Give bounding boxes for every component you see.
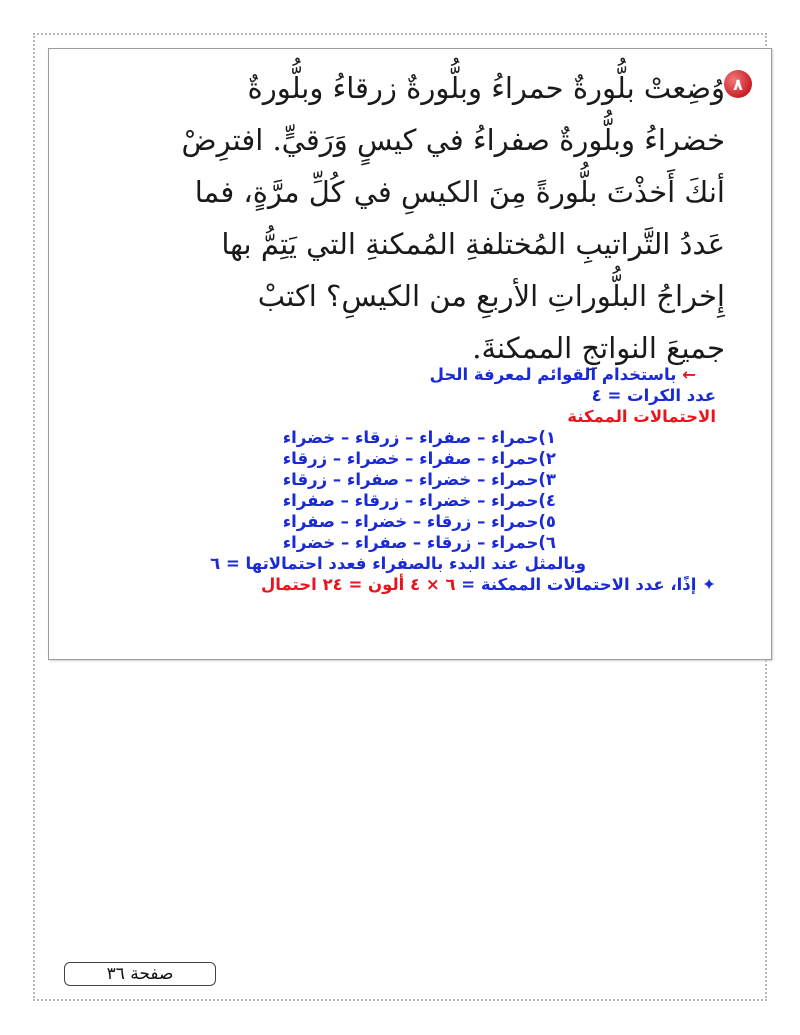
page-number-label: صفحة ٣٦ [106,964,174,984]
conclusion-line [76,574,716,595]
similarly-line: وبالمثل عند البدء بالصفراء فعدد احتمالاتها = ٦ [210,554,586,573]
question-line: خضراءُ وبلُّورةٌ صفراءُ في كيسٍ وَرَقيٍّ. افترِضْ [181,123,725,157]
star-icon: ✦ [702,575,716,594]
list-item: ٥)حمراء – زرقاء – خضراء – صفراء [282,512,556,531]
count-line: عدد الكرات = ٤ [591,386,716,405]
question-line: عَددُ التَّراتيبِ المُختلفةِ المُمكنةِ التي يَتِمُّ بها [221,227,725,261]
conclusion-suffix: ألون = ٢٤ احتمال [260,575,411,594]
conclusion-expression: ٦ × ٤ [410,575,456,594]
solution [76,364,716,595]
list-item: ١)حمراء – صفراء – زرقاء – خضراء [282,428,556,447]
question-line: أنكَ أَخذْتَ بلُّورةً مِنَ الكيسِ في كُلِّ مرَّةٍ، فما [194,175,725,209]
question-line: وُضِعتْ بلُّورةٌ حمراءُ وبلُّورةٌ زرقاءُ وبلُّورةٌ [247,71,725,105]
possibilities-heading: الاحتمالات الممكنة [567,407,716,426]
conclusion-prefix: إذًا، عدد الاحتمالات الممكنة = [455,575,697,594]
question-text [155,62,725,374]
method-text: باستخدام القوائم لمعرفة الحل [429,365,677,384]
list-item: ٤)حمراء – خضراء – زرقاء – صفراء [282,491,556,510]
question-line: إِخراجُ البلُّوراتِ الأربعِ من الكيسِ؟ اكتبْ [257,279,725,313]
arrow-icon: ← [682,365,696,384]
method-line [76,364,716,385]
question-number-badge: ٨ [724,70,752,98]
page-number-tab [64,962,216,986]
question-line: جميعَ النواتجِ الممكنةَ. [472,331,725,365]
list-item: ٣)حمراء – خضراء – صفراء – زرقاء [282,470,556,489]
list-item: ٦)حمراء – زرقاء – صفراء – خضراء [282,533,556,552]
list-item: ٢)حمراء – صفراء – خضراء – زرقاء [282,449,556,468]
